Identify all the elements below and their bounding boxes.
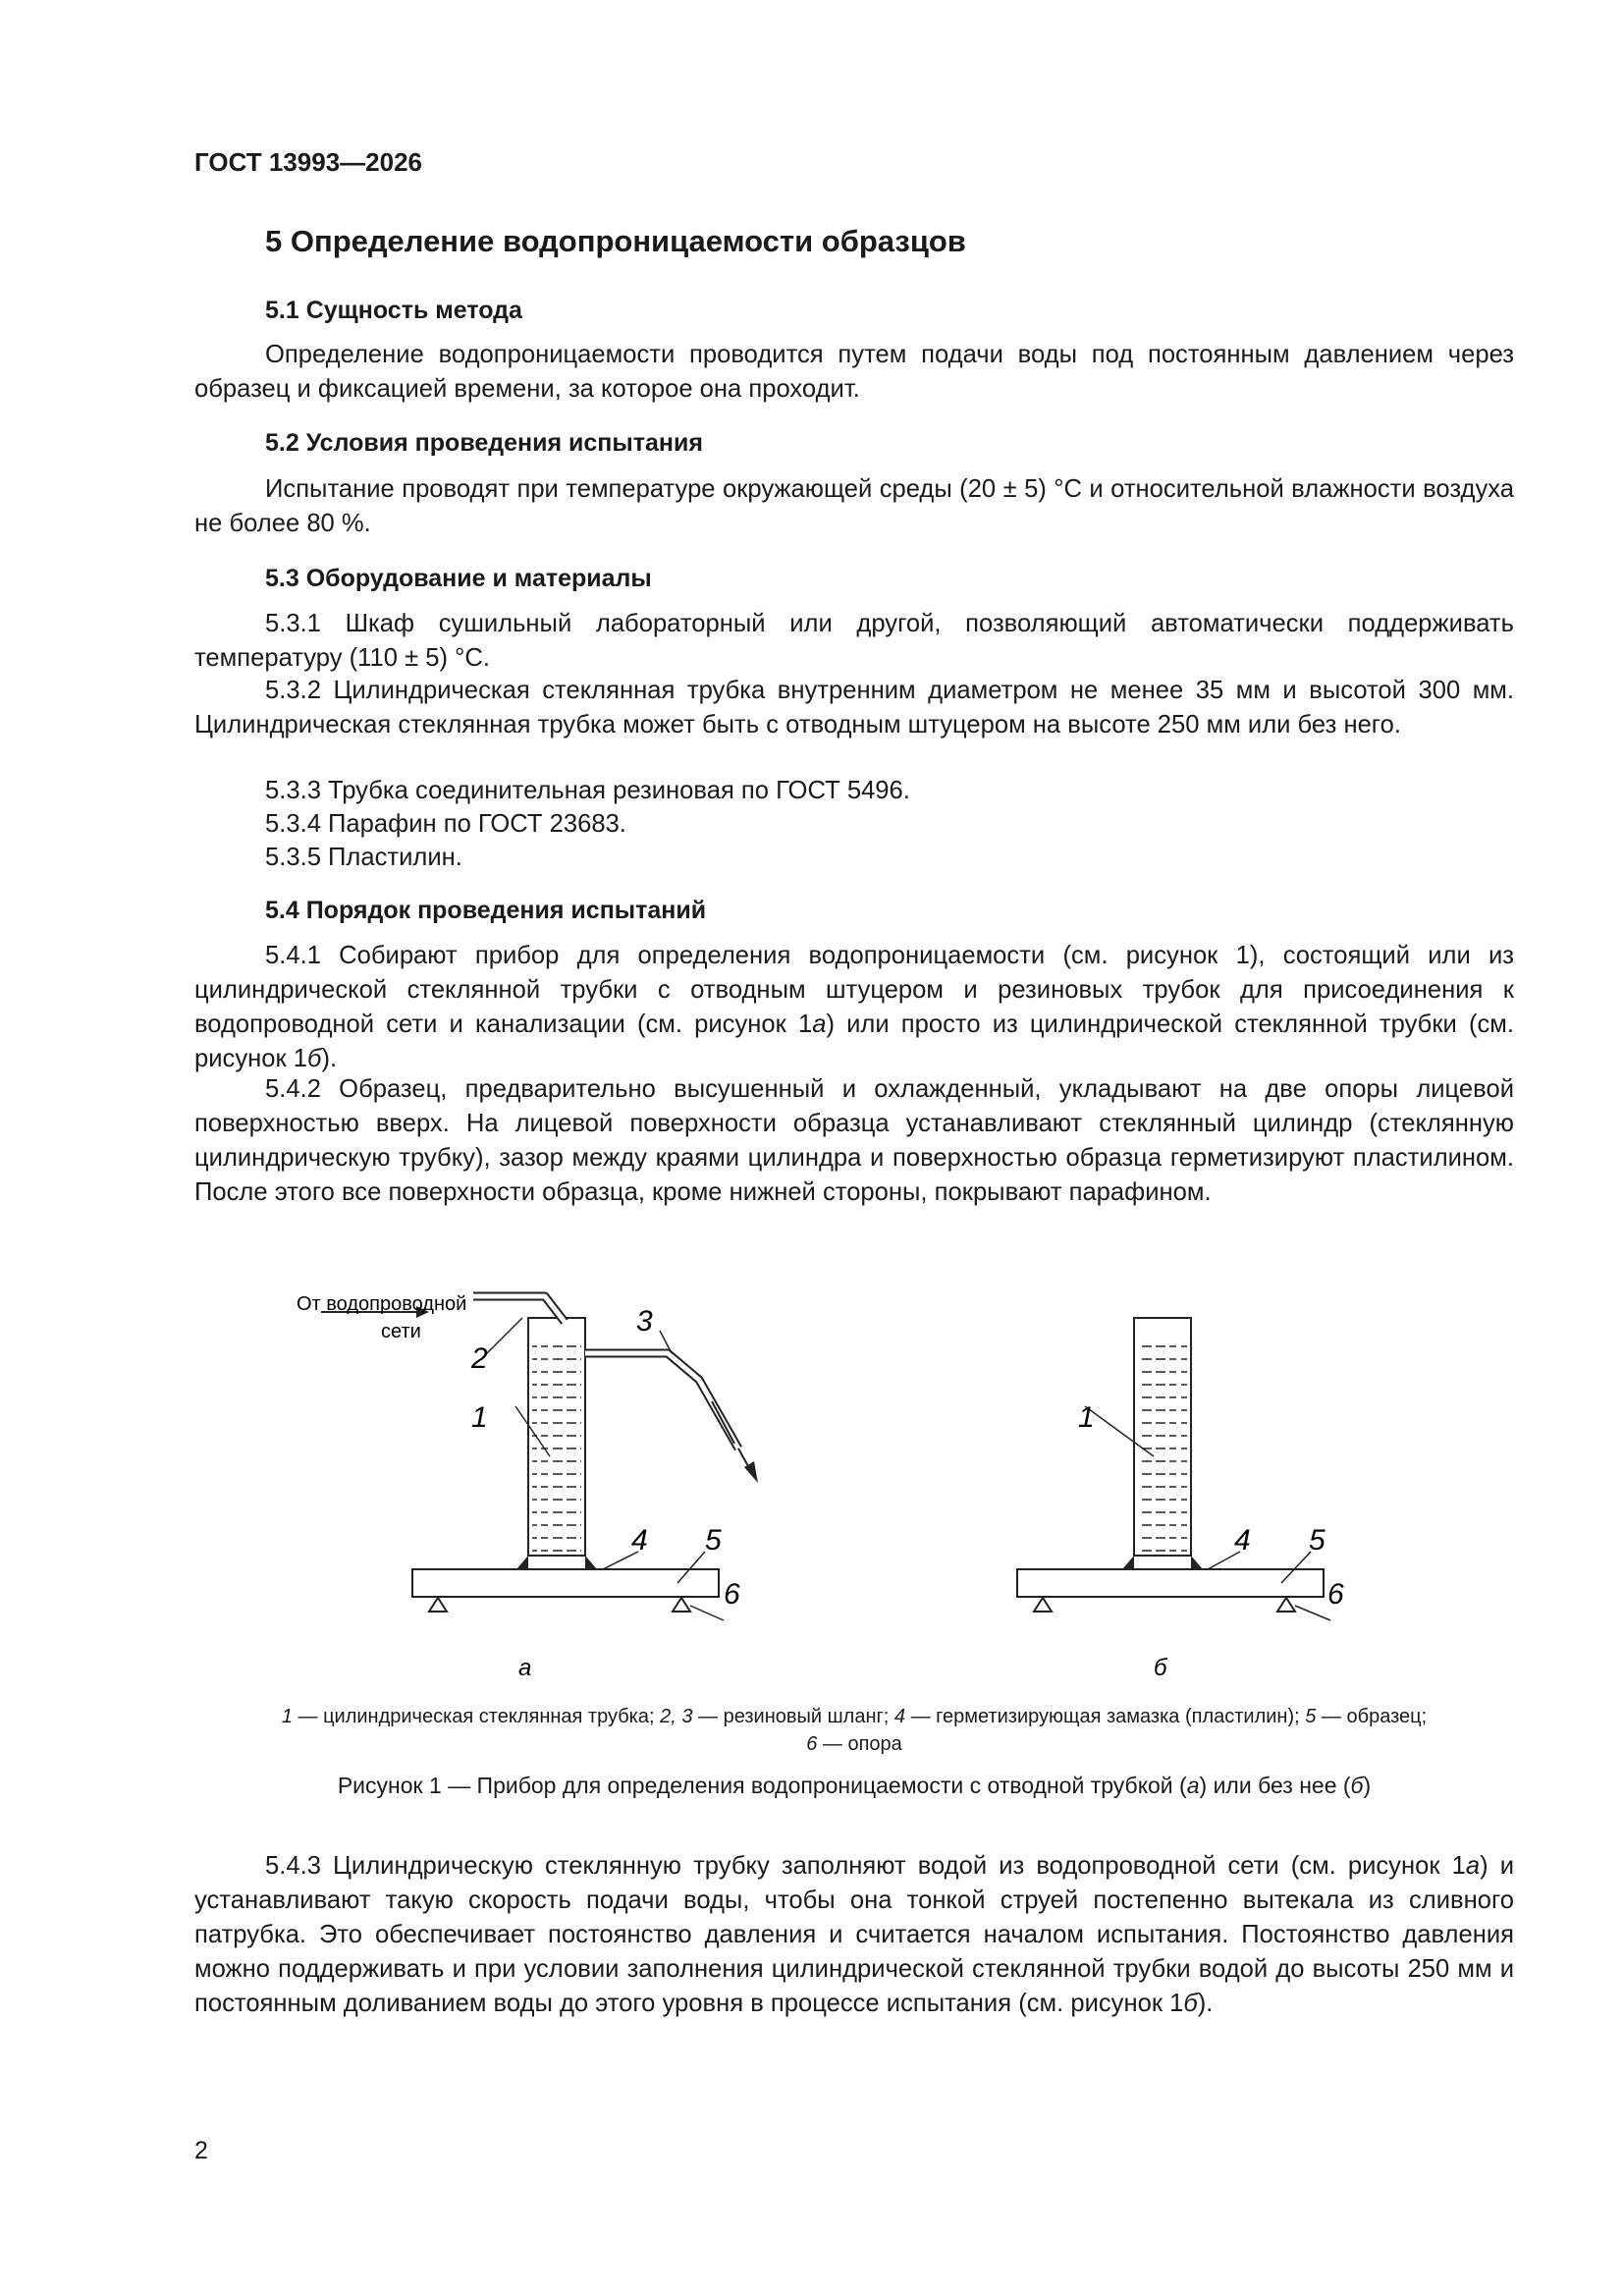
- callout-b-5: 5: [1309, 1524, 1325, 1557]
- callout-a-6: 6: [724, 1578, 740, 1611]
- item-5-3-1: 5.3.1 Шкаф сушильный лабораторный или другой, позволяющий автоматически поддерживать температуру (110 ± 5) °С.: [194, 610, 1514, 672]
- item-5-4-2: 5.4.2 Образец, предварительно высушенный и охлажденный, укладывают на две опоры лицевой поверхностью вверх. На лицевой поверхности образца устанавливают стеклянный цилиндр (стеклянную цилиндрическую трубку), зазор между краями цилиндра и поверхностью образца герметизируют пластилином. После этого все поверхности образца, кроме нижней стороны, покрывают парафином.: [194, 1075, 1514, 1206]
- figure-legend: 1 — цилиндрическая стеклянная трубка; 2, 3 — резиновый шланг; 4 — герметизирующая замазка (пластилин); 5 — образец; 6 — опора: [281, 1706, 1428, 1755]
- subsection-5-3-title: 5.3 Оборудование и материалы: [265, 565, 652, 592]
- callout-b-1: 1: [1078, 1401, 1095, 1434]
- item-5-3-5: 5.3.5 Пластилин.: [265, 844, 462, 871]
- item-5-3-3: 5.3.3 Трубка соединительная резиновая по ГОСТ 5496.: [265, 777, 910, 804]
- panel-b-label: б: [1154, 1655, 1167, 1681]
- subsection-5-4-title: 5.4 Порядок проведения испытаний: [265, 897, 707, 924]
- water-source-label-line2: сети: [381, 1321, 421, 1342]
- section-title: 5 Определение водопроницаемости образцов: [265, 224, 966, 258]
- callout-a-1: 1: [471, 1401, 488, 1434]
- callout-a-4: 4: [631, 1524, 648, 1557]
- figure-1-drawing: [0, 1257, 1623, 1699]
- callout-a-5: 5: [705, 1524, 722, 1557]
- callout-a-2: 2: [471, 1342, 488, 1375]
- water-source-label-line1: От водопроводной: [297, 1293, 467, 1315]
- panel-b-drawing: [1017, 1318, 1344, 1681]
- page-number: 2: [194, 2137, 208, 2164]
- panel-a-label: а: [518, 1655, 532, 1681]
- callout-b-4: 4: [1234, 1524, 1251, 1557]
- figure-caption: Рисунок 1 — Прибор для определения водопроницаемости с отводной трубкой (а) или без нее (б): [337, 1773, 1372, 1798]
- item-5-4-3: 5.4.3 Цилиндрическую стеклянную трубку заполняют водой из водопроводной сети (см. рисунок 1а) и устанавливают такую скорость подачи воды, чтобы она тонкой струей постепенно вытекала из сливного патрубка. Это обеспечивает постоянство давления и считается началом испытания. Постоянство давления можно поддерживать и при условии заполнения цилиндрической стеклянной трубки водой до высоты 250 мм и постоянным доливанием воды до этого уровня в процессе испытания (см. рисунок 1б).: [194, 1852, 1514, 2017]
- subsection-5-2-text: Испытание проводят при температуре окружающей среды (20 ± 5) °С и относительной влажности воздуха не более 80 %.: [194, 475, 1514, 537]
- subsection-5-1-title: 5.1 Сущность метода: [265, 297, 522, 324]
- item-5-4-1: 5.4.1 Собирают прибор для определения водопроницаемости (см. рисунок 1), состоящий или из цилиндрической стеклянной трубки с отводным штуцером и резиновых трубок для присоединения к водопроводной сети и канализации (см. рисунок 1а) или просто из цилиндрической стеклянной трубки (см. рисунок 1б).: [194, 942, 1514, 1072]
- document-code: ГОСТ 13993—2026: [194, 147, 422, 177]
- item-5-3-2: 5.3.2 Цилиндрическая стеклянная трубка внутренним диаметром не менее 35 мм и высотой 300 мм. Цилиндрическая стеклянная трубка может быть с отводным штуцером на высоте 250 мм или без него.: [194, 677, 1514, 738]
- subsection-5-1-text: Определение водопроницаемости проводится путем подачи воды под постоянным давлением через образец и фиксацией времени, за которое она проходит.: [194, 341, 1514, 403]
- callout-b-6: 6: [1327, 1578, 1344, 1611]
- panel-a-drawing: [297, 1293, 758, 1681]
- figure-ref-b: б: [307, 1045, 322, 1072]
- item-5-3-4: 5.3.4 Парафин по ГОСТ 23683.: [265, 810, 626, 838]
- subsection-5-2-title: 5.2 Условия проведения испытания: [265, 429, 703, 457]
- figure-ref-a: а: [812, 1011, 827, 1038]
- callout-a-3: 3: [636, 1305, 653, 1338]
